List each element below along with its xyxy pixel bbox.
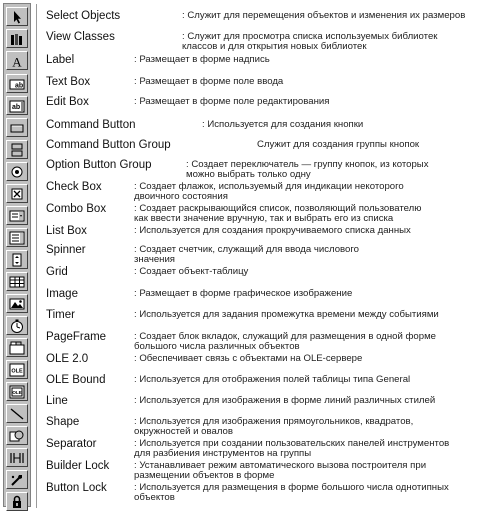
description-line: : Используется для изображения в форме линий различных стилей: [134, 395, 436, 406]
control-description: [134, 417, 413, 437]
control-name: Separator: [46, 438, 97, 450]
toolbar-button[interactable]: [6, 272, 28, 291]
control-description: [134, 461, 426, 481]
control-description: [257, 140, 419, 150]
svg-text:OLE: OLE: [11, 368, 23, 374]
toolbar-button[interactable]: [6, 470, 28, 489]
text-box-icon: [9, 77, 25, 91]
control-name: Label: [46, 54, 75, 66]
toolbar-button[interactable]: [6, 338, 28, 357]
control-name: Text Box: [46, 76, 91, 88]
page-frame-icon: [9, 341, 25, 355]
separator-icon: [9, 451, 25, 465]
control-name: Command Button Group: [46, 139, 171, 151]
toolbar-button[interactable]: [6, 294, 28, 313]
description-line: значения: [134, 254, 176, 265]
form-controls-toolbar: [3, 3, 31, 507]
control-description: [134, 310, 439, 320]
control-description: [134, 332, 436, 352]
description-line: как ввести значение вручную, так и выбрать его из списка: [134, 213, 394, 224]
description-line: : Создает флажок, используемый для индикации некоторого: [134, 181, 404, 192]
combo-box-icon: [9, 209, 25, 223]
button-group-icon: [9, 143, 25, 157]
toolbar-button[interactable]: [6, 316, 28, 335]
control-description: [134, 289, 352, 299]
description-line: : Используется для размещения в форме большого числа однотипных: [134, 482, 449, 493]
control-name: Timer: [46, 309, 75, 321]
toolbar-button[interactable]: [6, 360, 28, 379]
description-line: : Устанавливает режим автоматического вызова построителя при: [134, 460, 427, 471]
control-description: [134, 375, 410, 385]
description-line: : Используется для отображения полей таблицы типа General: [134, 374, 411, 385]
description-line: двоичного состояния: [134, 191, 228, 202]
description-line: : Обеспечивает связь с объектами на OLE-сервере: [134, 353, 363, 364]
description-line: для разбиения инструментов на группы: [134, 448, 312, 459]
toolbar-button[interactable]: [6, 426, 28, 445]
svg-text:ab: ab: [15, 82, 24, 89]
description-line: классов и для открытия новых библиотек: [182, 41, 367, 52]
ole-icon: [9, 363, 25, 377]
description-line: : Размещает в форме графическое изображение: [134, 288, 353, 299]
control-name: Shape: [46, 416, 80, 428]
toolbar-button[interactable]: [6, 74, 28, 93]
command-button-icon: [9, 121, 25, 135]
line-icon: [9, 407, 25, 421]
toolbar-button[interactable]: [6, 162, 28, 181]
toolbar-button[interactable]: [6, 448, 28, 467]
toolbar-button[interactable]: [6, 206, 28, 225]
control-name: Grid: [46, 266, 68, 278]
control-description: [186, 160, 429, 180]
control-description: [134, 97, 329, 107]
vertical-divider: [36, 4, 37, 508]
toolbar-button[interactable]: [6, 7, 28, 26]
description-line: : Создает счетчик, служащий для ввода числового: [134, 244, 360, 255]
toolbar-button[interactable]: [6, 118, 28, 137]
toolbar-button[interactable]: [6, 382, 28, 401]
description-line: большого числа различных объектов: [134, 341, 300, 352]
control-name: View Classes: [46, 31, 115, 43]
control-name: OLE Bound: [46, 374, 106, 386]
control-description: [134, 226, 411, 236]
builder-lock-icon: [9, 473, 25, 487]
description-line: : Создает блок вкладок, служащий для размещения в одной форме: [134, 331, 437, 342]
spinner-icon: [9, 253, 25, 267]
description-line: размещении объектов в форме: [134, 470, 275, 481]
control-name: Line: [46, 395, 68, 407]
description-line: : Используется для изображения прямоугольников, квадратов,: [134, 416, 414, 427]
toolbar-button[interactable]: [6, 250, 28, 269]
description-line: окружностей и овалов: [134, 426, 233, 437]
control-description: [182, 11, 465, 21]
svg-text:A: A: [12, 54, 22, 68]
description-line: : Служит для перемещения объектов и изменения их размеров: [182, 10, 466, 21]
ole-bound-icon: [9, 385, 25, 399]
shape-icon: [9, 429, 25, 443]
description-line: : Используется для создания кнопки: [202, 119, 364, 130]
description-line: : Используется при создании пользовательских панелей инструментов: [134, 438, 450, 449]
description-line: : Используется для создания прокручиваемого списка данных: [134, 225, 411, 236]
control-name: Check Box: [46, 181, 102, 193]
toolbar-button[interactable]: [6, 29, 28, 48]
toolbar-button[interactable]: [6, 184, 28, 203]
control-name: OLE 2.0: [46, 353, 89, 365]
control-description: [134, 483, 449, 503]
control-description: [134, 267, 248, 277]
control-description: [134, 354, 362, 364]
description-line: : Размещает в форме поле ввода: [134, 76, 284, 87]
toolbar-button[interactable]: [6, 140, 28, 159]
image-icon: [9, 297, 25, 311]
control-name: List Box: [46, 225, 87, 237]
description-line: : Создает переключатель — группу кнопок, из которых: [186, 159, 429, 170]
control-name: Spinner: [46, 244, 86, 256]
control-description: [202, 120, 363, 130]
control-name: PageFrame: [46, 331, 107, 343]
toolbar-button[interactable]: [6, 404, 28, 423]
description-line: : Служит для просмотра списка используемых библиотек: [182, 31, 438, 42]
option-button-icon: [9, 165, 25, 179]
description-line: Служит для создания группы кнопок: [257, 139, 420, 150]
edit-box-icon: [9, 99, 25, 113]
description-line: объектов: [134, 492, 175, 503]
description-line: : Размещает в форме надпись: [134, 54, 270, 65]
description-line: : Создает объект-таблицу: [134, 266, 249, 277]
control-description: [134, 396, 435, 406]
control-description: [134, 204, 421, 224]
toolbar-button[interactable]: [6, 51, 28, 70]
control-description: [134, 182, 404, 202]
control-name: Image: [46, 288, 78, 300]
toolbar-button[interactable]: [6, 492, 28, 511]
timer-icon: [9, 319, 25, 333]
toolbar-button[interactable]: [6, 228, 28, 247]
control-name: Option Button Group: [46, 159, 152, 171]
description-line: можно выбрать только одну: [186, 169, 311, 180]
arrow-pointer-icon: [9, 10, 25, 24]
control-description: [134, 439, 449, 459]
description-line: : Размещает в форме поле редактирования: [134, 96, 330, 107]
description-line: : Используется для задания промежутка времени между событиями: [134, 309, 439, 320]
list-box-icon: [9, 231, 25, 245]
button-lock-icon: [9, 495, 25, 509]
control-description: [182, 32, 438, 52]
toolbar-button[interactable]: [6, 96, 28, 115]
control-description: [134, 245, 359, 265]
books-icon: [9, 32, 25, 46]
control-name: Builder Lock: [46, 460, 110, 472]
control-name: Combo Box: [46, 203, 107, 215]
grid-icon: [9, 275, 25, 289]
control-description: [134, 77, 283, 87]
svg-text:OLE: OLE: [12, 389, 22, 395]
control-name: Button Lock: [46, 482, 107, 494]
control-name: Select Objects: [46, 10, 121, 22]
control-name: Command Button: [46, 119, 136, 131]
description-line: : Создает раскрывающийся список, позволяющий пользователю: [134, 203, 422, 214]
check-box-icon: [9, 187, 25, 201]
letter-a-icon: [9, 54, 25, 68]
control-name: Edit Box: [46, 96, 89, 108]
control-description: [134, 55, 270, 65]
svg-text:ab: ab: [12, 103, 21, 111]
